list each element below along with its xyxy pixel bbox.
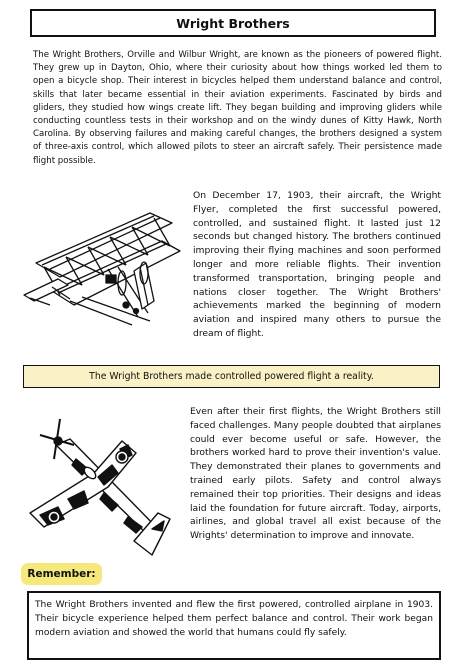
callout-box bbox=[23, 365, 440, 388]
fighter-plane-illustration bbox=[24, 415, 184, 565]
summary-box bbox=[27, 591, 441, 660]
page-title-box bbox=[30, 9, 436, 37]
wright-flyer-illustration bbox=[22, 205, 190, 335]
summary-text: The Wright Brothers invented and flew the first powered, controlled airplane in 1903. Their bicycle experience helped them perfect balance and control. Their work began modern aviation and showed the world that humans could fly safely. bbox=[35, 600, 433, 639]
legacy-paragraph: Even after their first flights, the Wright Brothers still faced challenges. Many people doubted that airplanes could ever become useful or safe. However, the brothers worked hard to prove their invention's value. They demonstrated their planes to governments and trained early pilots. Safety and control always remained their top priorities. Their designs and ideas laid the foundation for future aircraft. Today, airports, airlines, and global travel all exist because of the Wrights' determination to improve and innovate. bbox=[190, 406, 441, 542]
callout-text: The Wright Brothers made controlled powered flight a reality. bbox=[89, 371, 374, 382]
remember-label: Remember: bbox=[21, 563, 102, 585]
page-title: Wright Brothers bbox=[176, 15, 290, 31]
intro-paragraph: The Wright Brothers, Orville and Wilbur Wright, are known as the pioneers of powered flight. They grew up in Dayton, Ohio, where their curiosity about how things worked led them to open a bicycle shop. Their interest in bicycles helped them understand balance and control, skills that later became essential in their aviation experiments. Fascinated by birds and gliders, they studied how wings create lift. They began building and improving gliders while conducting countless tests in their workshop and on the windy dunes of Kitty Hawk, North Carolina. By observing failures and making careful changes, the brothers designed a system of three-axis control, which allowed pilots to steer an aircraft safely. Their persistence made flight possible. bbox=[33, 50, 442, 166]
first-flight-paragraph: On December 17, 1903, their aircraft, the Wright Flyer, completed the first successful powered, controlled, and sustained flight. It lasted just 12 seconds but changed history. The brothers continued improving their flying machines and soon performed longer and more reliable flights. Their invention transformed transportation, bringing people and nations closer together. The Wright Brothers' achievements marked the beginning of modern aviation and inspired many others to pursue the dream of flight. bbox=[193, 190, 441, 339]
